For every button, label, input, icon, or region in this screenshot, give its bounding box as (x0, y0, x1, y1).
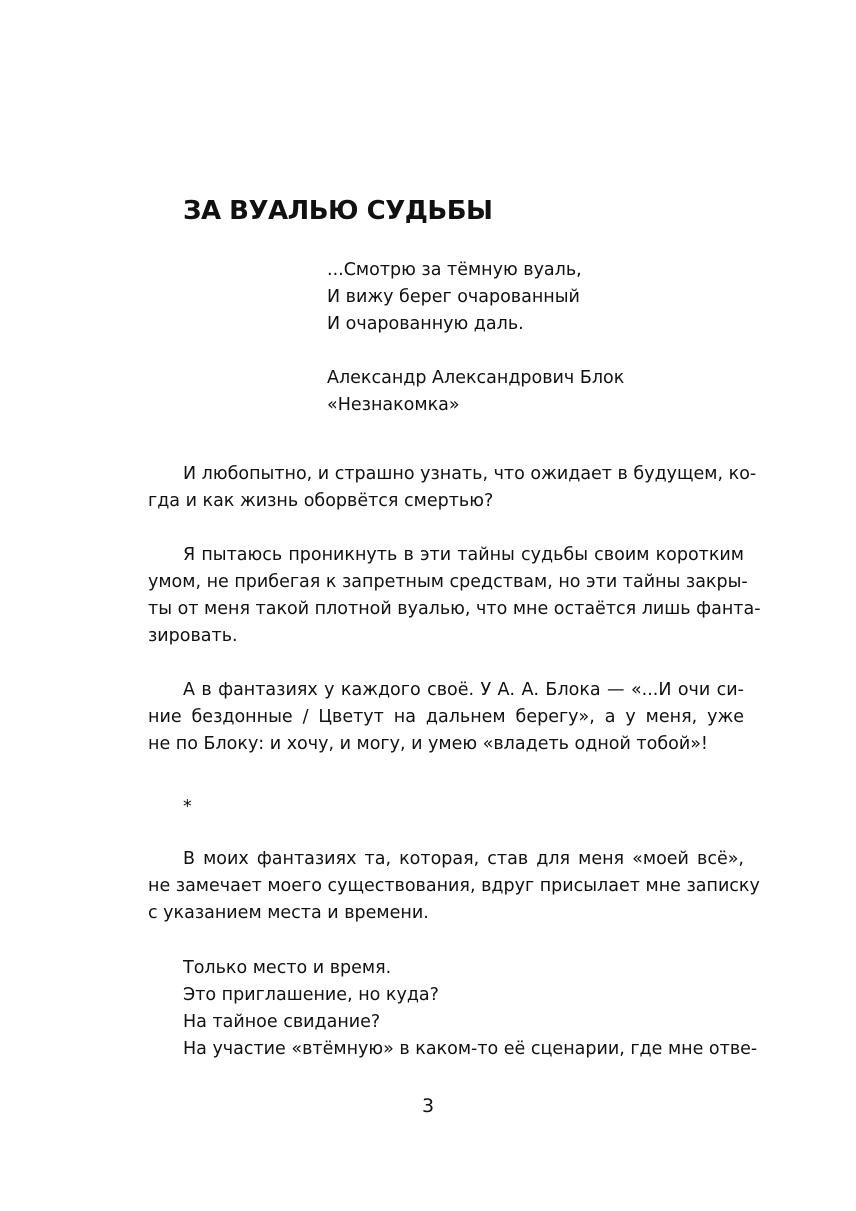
paragraph-line: не по Блоку: и хочу, и могу, и умею «владеть одной тобой»! (148, 734, 708, 754)
section-separator: * (183, 797, 192, 817)
paragraph-line: На участие «втёмную» в каком-то её сценарии, где мне отве- (183, 1039, 758, 1059)
paragraph-line: На тайное свидание? (183, 1012, 381, 1032)
epigraph-line: И вижу берег очарованный (327, 287, 580, 307)
epigraph-author: Александр Александрович Блок (327, 368, 625, 388)
paragraph-line: с указанием места и времени. (148, 903, 429, 923)
paragraph-line: ты от меня такой плотной вуалью, что мне остаётся лишь фанта- (148, 599, 761, 619)
page-number: 3 (421, 1095, 435, 1117)
paragraph-line: Только место и время. (183, 958, 392, 978)
epigraph (327, 257, 624, 419)
chapter-title: ЗА ВУАЛЬЮ СУДЬБЫ (183, 196, 493, 226)
paragraph (148, 542, 761, 650)
paragraph (148, 461, 757, 515)
epigraph-line: И очарованную даль. (327, 314, 524, 334)
paragraph (148, 846, 760, 927)
paragraph-line: умом, не прибегая к запретным средствам, но эти тайны закры- (148, 572, 748, 592)
paragraph-line: зировать. (148, 626, 238, 646)
paragraph-line: И любопытно, и страшно узнать, что ожидает в будущем, ко- (183, 464, 757, 484)
paragraph-line: В моих фантазиях та, которая, став для меня «моей всё», (183, 849, 744, 869)
paragraph (148, 955, 758, 1063)
paragraph (148, 677, 744, 758)
paragraph-line: гда и как жизнь оборвётся смертью? (148, 491, 494, 511)
paragraph-line: А в фантазиях у каждого своё. У А. А. Блока — «...И очи си- (183, 680, 744, 700)
epigraph-source: «Незнакомка» (327, 395, 460, 415)
paragraph-line: не замечает моего существования, вдруг присылает мне записку (148, 876, 760, 896)
paragraph-line: Это приглашение, но куда? (183, 985, 439, 1005)
paragraph-line: Я пытаюсь проникнуть в эти тайны судьбы своим коротким (183, 545, 744, 565)
epigraph-line: ...Смотрю за тёмную вуаль, (327, 260, 582, 280)
paragraph-line: ние бездонные / Цветут на дальнем берегу», а у меня, уже (148, 707, 744, 727)
